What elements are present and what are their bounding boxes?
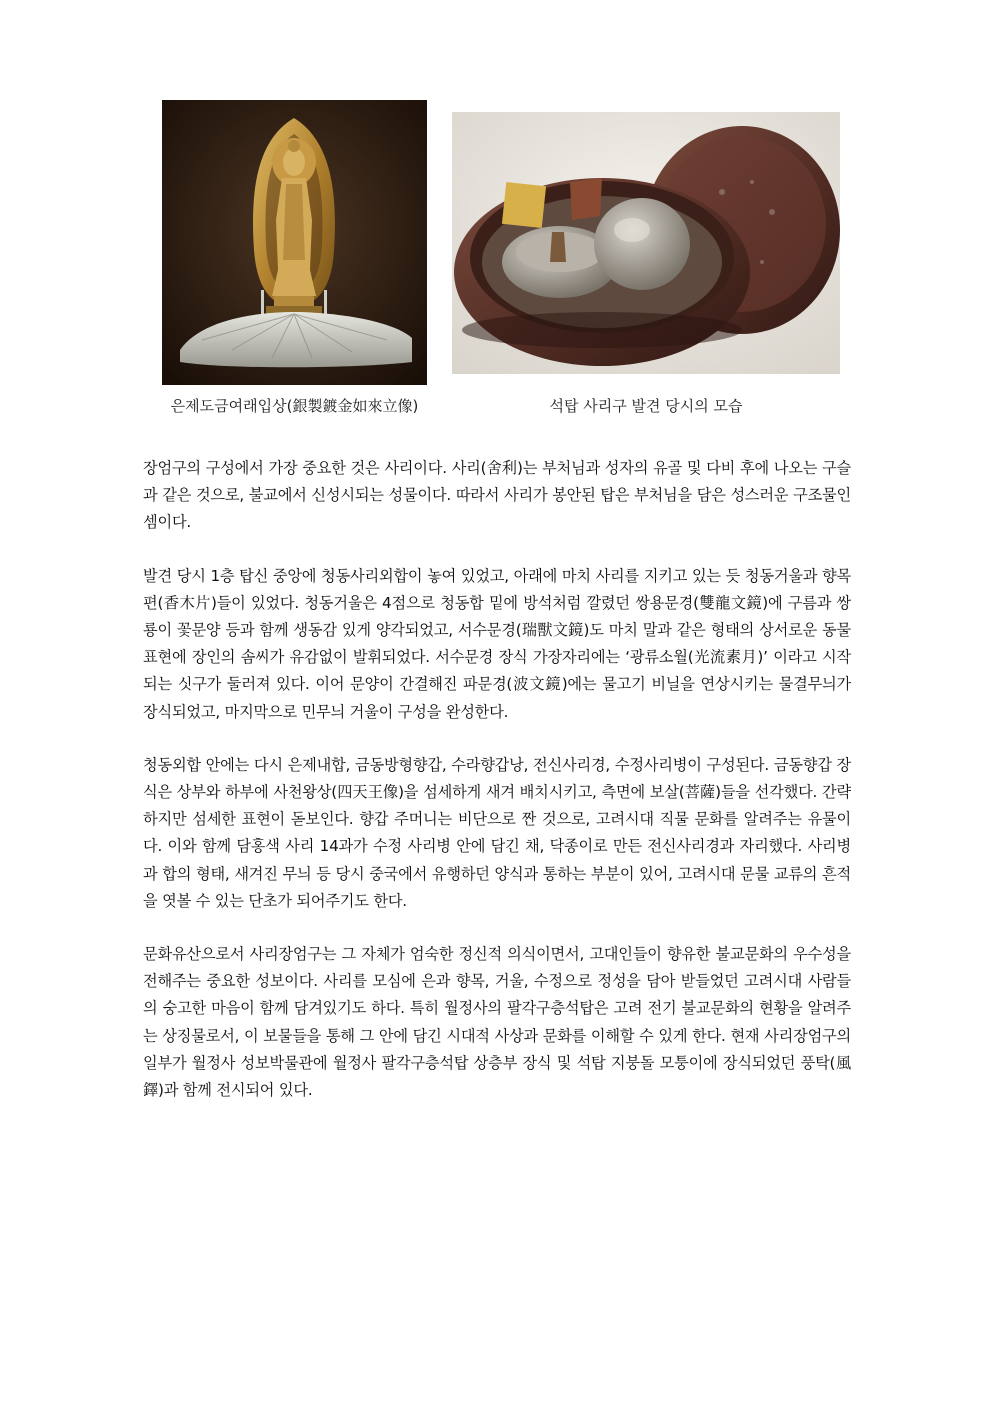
paragraph-sarira: 장엄구의 구성에서 가장 중요한 것은 사리이다. 사리(舍利)는 부처님과 성자의 유골 및 다비 후에 나오는 구슬과 같은 것으로, 불교에서 신성시되는 성물이다. 따라서 사리가 봉안된 탑은 부처님을 담은 성스러운 구조물인 셈이다.	[143, 459, 851, 532]
buddha-statue-photo	[162, 100, 427, 385]
reliquary-container-photo	[452, 112, 840, 374]
paragraph-inner-box: 청동외합 안에는 다시 은제내합, 금동방형향갑, 수라향갑낭, 전신사리경, 수정사리병이 구성된다. 금동향갑 장식은 상부와 하부에 사천왕상(四天王像)을 섬세하게 새겨 배치시키고, 측면에 보살(菩薩)들을 선각했다. 간략하지만 섬세한 표현이 돋보인다. 향갑 주머니는 비단으로 짠 것으로, 고려시대 직물 문화를 알려주는 유물이다. 이와 함께 담홍색 사리 14과가 수정 사리병 안에 담긴 채, 닥종이로 만든 전신사리경과 자리했다. 사리병과 합의 형태, 새겨진 무늬 등 당시 중국에서 유행하던 양식과 통하는 부분이 있어, 고려시대 문물 교류의 흔적을 엿볼 수 있는 단초가 되어주기도 한다.	[143, 755, 851, 910]
figure-caption-buddha: 은제도금여래입상(銀製鍍金如來立像)	[170, 397, 419, 415]
gilt-silver-standing-buddha-photo	[162, 100, 427, 385]
paragraph-heritage: 문화유산으로서 사리장엄구는 그 자체가 엄숙한 정신적 의식이면서, 고대인들이 향유한 불교문화의 우수성을 전해주는 중요한 성보이다. 사리를 모심에 은과 향목, 거울, 수정으로 정성을 담아 받들었던 고려시대 사람들의 숭고한 마음이 함께 담겨있기도 하다. 특히 월정사의 팔각구층석탑은 고려 전기 불교문화의 현황을 알려주는 상징물로서, 이 보물들을 통해 그 안에 담긴 시대적 사상과 문화를 이해할 수 있게 한다. 현재 사리장엄구의 일부가 월정사 성보박물관에 월정사 팔각구층석탑 상층부 장식 및 석탑 지붕돌 모퉁이에 장식되었던 풍탁(風鐸)과 함께 전시되어 있다.	[143, 945, 851, 1100]
figure-caption-reliquary: 석탑 사리구 발견 당시의 모습	[549, 397, 743, 415]
paragraph-mirrors: 발견 당시 1층 탑신 중앙에 청동사리외합이 놓여 있었고, 아래에 마치 사리를 지키고 있는 듯 청동거울과 향목편(香木片)들이 있었다. 청동거울은 4점으로 청동합 밑에 방석처럼 깔렸던 쌍용문경(雙龍文鏡)에 구름과 쌍룡이 꽃문양 등과 함께 생동감 있게 양각되었고, 서수문경(瑞獸文鏡)도 마치 말과 같은 형태의 상서로운 동물 표현에 장인의 솜씨가 유감없이 발휘되었다. 서수문경 장식 가장자리에는 ‘광류소월(光流素月)’ 이라고 시작되는 싯구가 둘러져 있다. 이어 문양이 간결해진 파문경(波文鏡)에는 물고기 비닐을 연상시키는 물결무늬가 장식되었고, 마지막으로 민무늬 거울이 구성을 완성한다.	[143, 566, 851, 721]
reliquary-photo	[452, 112, 840, 374]
article-body	[143, 455, 851, 1130]
